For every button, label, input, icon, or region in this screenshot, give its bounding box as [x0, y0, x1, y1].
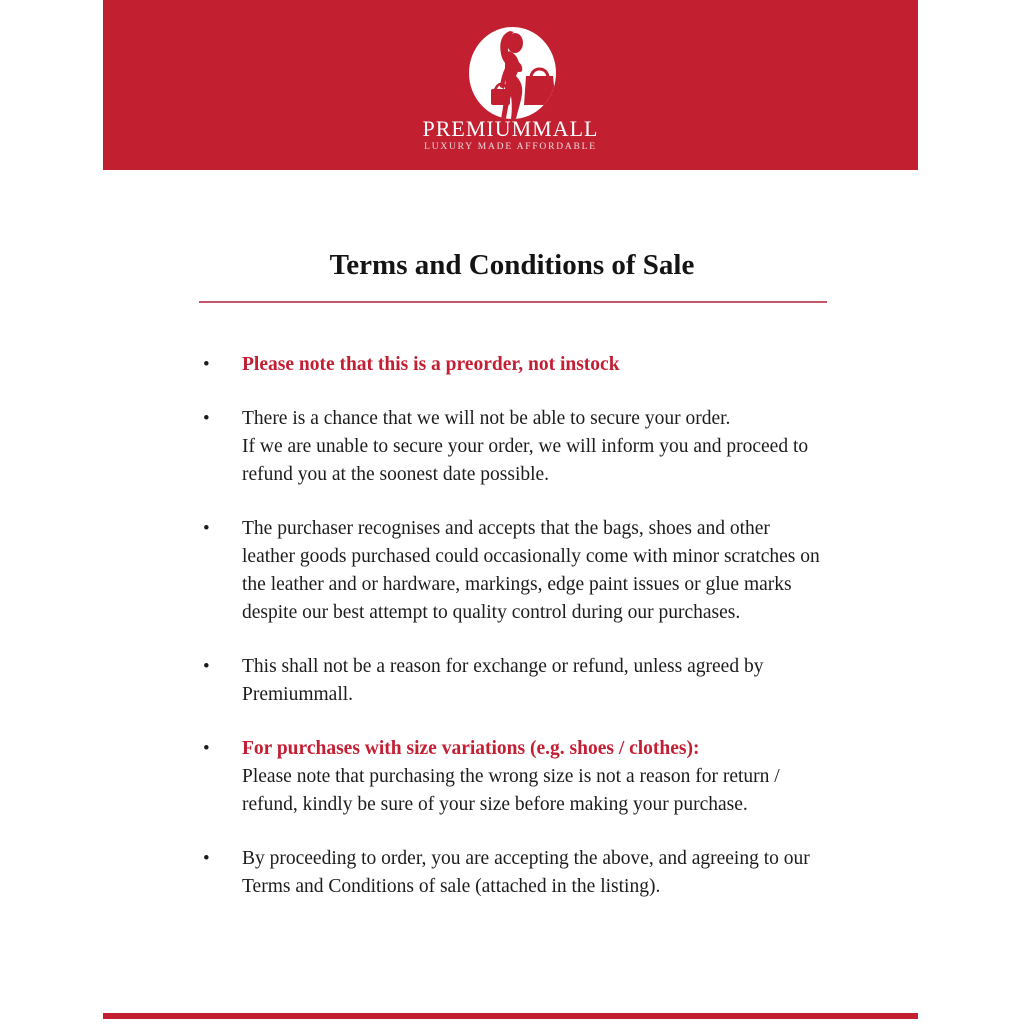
- brand-name: PREMIUMMALL: [422, 116, 599, 141]
- term-item-secure-order: [203, 405, 883, 489]
- terms-list: [203, 351, 883, 927]
- term-line: By proceeding to order, you are accepting the above, and agreeing to our: [242, 848, 810, 869]
- term-item-preorder-note: [203, 351, 883, 379]
- term-line: despite our best attempt to quality control during our purchases.: [242, 602, 741, 623]
- title-divider-rule: [199, 301, 827, 303]
- term-item-size-variations: [203, 735, 883, 819]
- term-text: [242, 405, 808, 489]
- page-title: Terms and Conditions of Sale: [329, 249, 695, 281]
- term-text: [242, 515, 820, 627]
- bullet-icon: •: [203, 738, 210, 759]
- term-line: the leather and or hardware, markings, edge paint issues or glue marks: [242, 574, 792, 595]
- term-text: [242, 735, 780, 819]
- bullet-icon: •: [203, 354, 210, 375]
- term-line: This shall not be a reason for exchange or refund, unless agreed by: [242, 656, 764, 677]
- term-line: Please note that purchasing the wrong size is not a reason for return /: [242, 766, 780, 787]
- term-line: If we are unable to secure your order, we will inform you and proceed to: [242, 436, 809, 457]
- term-item-product-condition: [203, 515, 883, 627]
- term-line: leather goods purchased could occasionally come with minor scratches on: [242, 546, 820, 567]
- term-line: Terms and Conditions of sale (attached in the listing).: [242, 876, 661, 897]
- term-text: [242, 351, 620, 379]
- bullet-icon: •: [203, 518, 210, 539]
- term-line-emphasis: For purchases with size variations (e.g. shoes / clothes):: [242, 738, 700, 759]
- woman-shopper-silhouette-icon: [469, 27, 556, 119]
- term-item-acceptance: [203, 845, 883, 901]
- brand-tagline: LUXURY MADE AFFORDABLE: [424, 142, 597, 152]
- term-line-emphasis: Please note that this is a preorder, not instock: [242, 354, 620, 375]
- term-text: [242, 653, 763, 709]
- term-line: There is a chance that we will not be able to secure your order.: [242, 408, 731, 429]
- footer-banner-edge: [103, 1013, 918, 1019]
- term-line: refund you at the soonest date possible.: [242, 464, 550, 485]
- brand-header-banner: [103, 0, 918, 170]
- bullet-icon: •: [203, 408, 210, 429]
- term-line: Premiummall.: [242, 684, 354, 705]
- bullet-icon: •: [203, 656, 210, 677]
- term-line: refund, kindly be sure of your size before making your purchase.: [242, 794, 748, 815]
- term-text: [242, 845, 810, 901]
- bullet-icon: •: [203, 848, 210, 869]
- term-line: The purchaser recognises and accepts that the bags, shoes and other: [242, 518, 770, 539]
- term-item-no-refund: [203, 653, 883, 709]
